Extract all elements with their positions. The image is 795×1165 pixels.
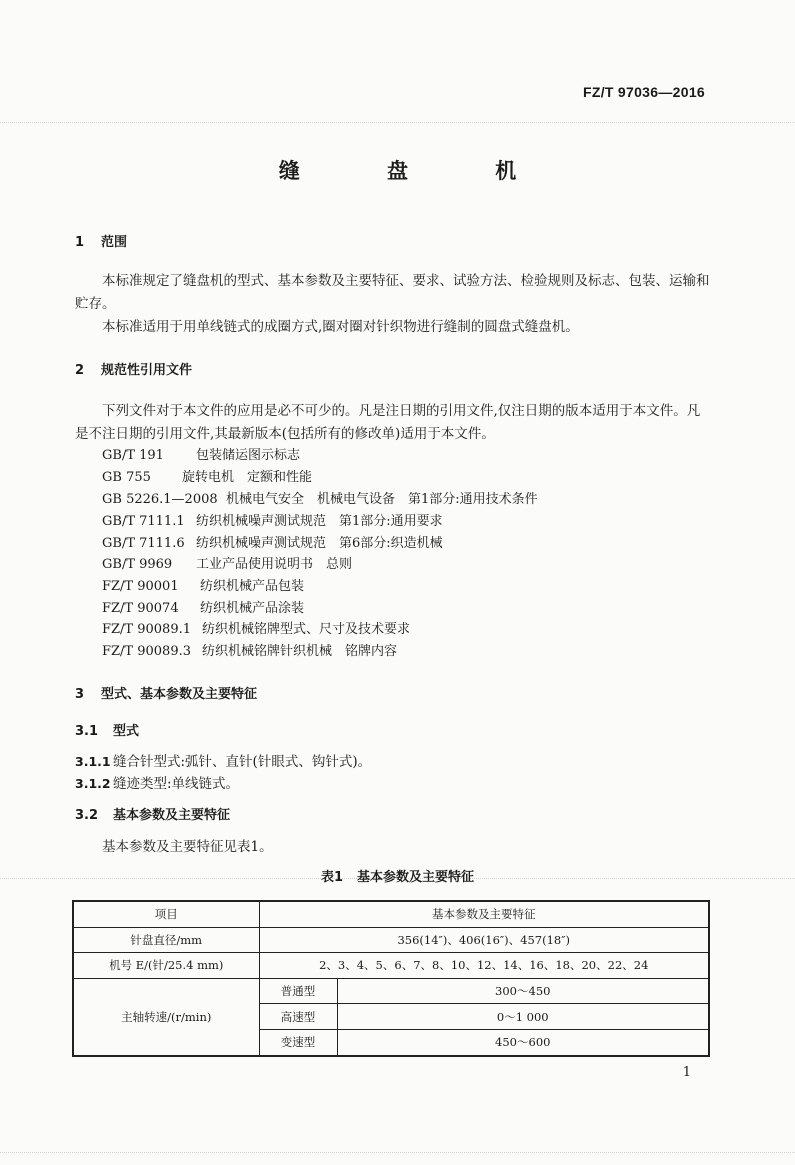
document-title: 缝 盘 机 (278, 159, 557, 183)
section-title: 型式 (113, 724, 140, 739)
clause-3-1-1 (75, 750, 371, 770)
table-header-item: 项目 (73, 901, 259, 927)
reference-code: GB/T 191 (102, 448, 164, 463)
scope-paragraph-2: 本标准适用于用单线链式的成圈方式,圈对圈对针织物进行缝制的圆盘式缝盘机。 (102, 319, 579, 335)
row-value: 450～600 (337, 1029, 709, 1055)
section-number: 3 (75, 687, 85, 702)
row-value: 300～450 (337, 978, 709, 1004)
reference-code: FZ/T 90074 (102, 601, 179, 616)
row-value: 2、3、4、5、6、7、8、10、12、14、16、18、20、22、24 (259, 953, 709, 979)
clause-3-1-2 (75, 772, 239, 792)
table-row (73, 953, 709, 979)
table-row (73, 927, 709, 953)
row-label: 主轴转速/(r/min) (73, 978, 259, 1055)
table-header-row (73, 901, 709, 927)
section-3-1-heading (75, 720, 139, 739)
reference-title: 旋转电机 定额和性能 (182, 470, 313, 485)
clause-text: 缝迹类型:单线链式。 (113, 776, 240, 792)
reference-code: FZ/T 90089.1 (102, 622, 191, 637)
reference-title: 工业产品使用说明书 总则 (196, 557, 353, 572)
reference-title: 纺织机械铭牌型式、尺寸及技术要求 (202, 622, 411, 637)
reference-code: GB 5226.1—2008 (102, 492, 218, 507)
section-title: 规范性引用文件 (101, 363, 193, 378)
table-caption (0, 866, 795, 885)
reference-item (102, 444, 300, 463)
reference-title: 纺织机械产品包装 (200, 579, 305, 594)
reference-code: GB/T 7111.1 (102, 514, 185, 529)
row-subtype: 普通型 (259, 978, 337, 1004)
reference-item (102, 510, 443, 529)
clause-text: 缝合针型式:弧针、直针(针眼式、钩针式)。 (113, 754, 372, 770)
scope-paragraph-1: 本标准规定了缝盘机的型式、基本参数及主要特征、要求、试验方法、检验规则及标志、包装、运输和贮存。 (75, 273, 710, 312)
reference-item (102, 575, 304, 594)
reference-title: 包装储运图示标志 (196, 448, 301, 463)
reference-title: 机械电气安全 机械电气设备 第1部分:通用技术条件 (226, 492, 538, 507)
section-title: 范围 (101, 235, 128, 250)
section-number: 1 (75, 235, 85, 250)
standard-number: FZ/T 97036—2016 (582, 84, 705, 100)
clause-number: 3.1.2 (75, 776, 111, 791)
reference-item (102, 618, 410, 637)
row-label: 机号 E/(针/25.4 mm) (73, 953, 259, 979)
table-caption-title: 基本参数及主要特征 (357, 870, 475, 885)
section-title: 型式、基本参数及主要特征 (101, 687, 258, 702)
section-number: 2 (75, 363, 85, 378)
normative-intro: 下列文件对于本文件的应用是必不可少的。凡是注日期的引用文件,仅注日期的版本适用于本文件。凡是不注日期的引用文件,其最新版本(包括所有的修改单)适用于本文件。 (75, 403, 701, 442)
reference-code: GB/T 7111.6 (102, 536, 185, 551)
reference-code: GB/T 9969 (102, 557, 173, 572)
reference-code: FZ/T 90001 (102, 579, 179, 594)
reference-item (102, 553, 352, 572)
section-number: 3.1 (75, 724, 99, 739)
page-number: 1 (682, 1065, 691, 1080)
scan-artifact-line (0, 1152, 795, 1154)
table-row (73, 978, 709, 1004)
reference-item (102, 640, 397, 659)
clause-number: 3.1.1 (75, 754, 111, 769)
table-reference-text: 基本参数及主要特征见表1。 (102, 839, 273, 855)
table-number: 表1 (320, 870, 344, 885)
row-value: 356(14″)、406(16″)、457(18″) (259, 927, 709, 953)
section-3-heading (75, 683, 257, 702)
reference-item (102, 466, 312, 485)
row-subtype: 变速型 (259, 1029, 337, 1055)
reference-title: 纺织机械噪声测试规范 第6部分:织造机械 (196, 536, 443, 551)
section-title: 基本参数及主要特征 (113, 808, 231, 823)
section-2-heading (75, 359, 192, 378)
table-header-value: 基本参数及主要特征 (259, 901, 709, 927)
reference-item (102, 532, 443, 551)
reference-title: 纺织机械产品涂装 (200, 601, 305, 616)
scope-text (75, 270, 711, 339)
reference-code: GB 755 (102, 470, 151, 485)
section-1-heading (75, 231, 127, 250)
reference-item (102, 597, 304, 616)
section-3-2-heading (75, 804, 230, 823)
row-value: 0～1 000 (337, 1004, 709, 1030)
section-number: 3.2 (75, 808, 99, 823)
spec-table (72, 900, 710, 1057)
scan-artifact-line (0, 122, 795, 124)
reference-item (102, 488, 538, 507)
row-subtype: 高速型 (259, 1004, 337, 1030)
reference-title: 纺织机械噪声测试规范 第1部分:通用要求 (196, 514, 443, 529)
reference-title: 纺织机械铭牌针织机械 铭牌内容 (202, 644, 398, 659)
row-label: 针盘直径/mm (73, 927, 259, 953)
reference-code: FZ/T 90089.3 (102, 644, 191, 659)
